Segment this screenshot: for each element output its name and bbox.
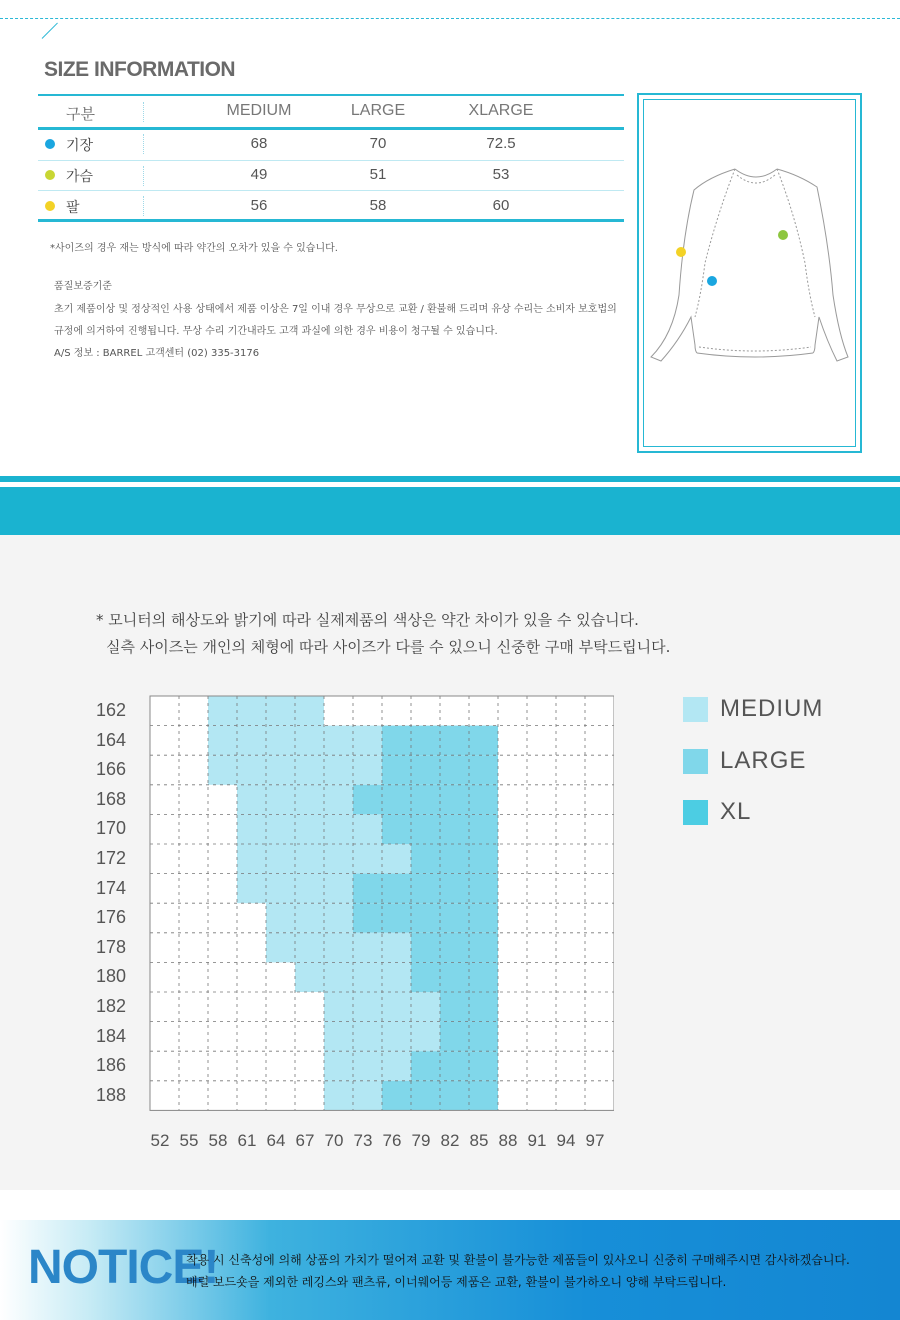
table-cell: 60 [492,197,510,214]
heatmap-cell-medium [324,1022,353,1052]
heatmap-cell-large [440,992,469,1022]
column-header-large: LARGE [350,102,406,119]
heatmap-cell-medium [266,874,295,904]
y-tick-label: 168 [96,788,127,809]
heatmap-cell-large [469,903,498,933]
size-table [38,94,624,224]
heatmap-cell-medium [324,726,353,756]
heatmap-cell-medium [353,726,382,756]
heatmap-cell-large [469,933,498,963]
heatmap-cell-large [469,785,498,815]
heatmap-cell-medium [295,755,324,785]
length-point-icon [707,276,717,286]
x-tick-label: 64 [266,1131,286,1150]
heatmap-cell-medium [411,1022,440,1052]
heatmap-cell-medium [382,1022,411,1052]
heatmap-cell-medium [208,755,237,785]
heatmap-cell-medium [324,755,353,785]
heatmap-cell-large [411,933,440,963]
column-separator [143,196,144,216]
warranty-title: 품질보증기준 [54,281,112,292]
y-tick-label: 186 [96,1055,127,1076]
heatmap-cell-medium [353,992,382,1022]
heatmap-cell-medium [324,992,353,1022]
legend-label-xl: XL [720,798,752,825]
heatmap-cell-medium [208,696,237,726]
heatmap-cell-medium [382,933,411,963]
heatmap-cell-medium [382,844,411,874]
heatmap-cell-medium [324,1051,353,1081]
y-tick-label: 184 [96,1025,127,1046]
rashguard-outline-illustration [639,95,860,451]
legend-swatch-xl [683,800,708,825]
heatmap-cell-medium [324,844,353,874]
heatmap-cell-large [469,1081,498,1111]
heatmap-cell-medium [266,903,295,933]
top-dotted-divider [0,18,900,19]
heatmap-cell-medium [237,755,266,785]
table-cell: 56 [250,197,268,214]
arm-dot-icon [45,201,55,211]
warranty-line-2: 규정에 의거하여 진행됩니다. 무상 수리 기간내라도 고객 과실에 의한 경우 비용이 청구될 수 있습니다. [54,326,498,337]
heatmap-cell-medium [237,844,266,874]
y-tick-label: 174 [96,877,127,898]
heatmap-cell-medium [295,785,324,815]
chest-point-icon [778,230,788,240]
y-tick-label: 166 [96,759,127,780]
legend-swatch-medium [683,697,708,722]
heatmap-cell-large [411,726,440,756]
y-tick-label: 176 [96,907,127,928]
heatmap-cell-large [411,962,440,992]
measurement-note: *사이즈의 경우 재는 방식에 따라 약간의 오차가 있을 수 있습니다. [50,243,338,254]
heatmap-cell-large [382,1081,411,1111]
heatmap-cell-large [411,755,440,785]
heatmap-cell-large [469,844,498,874]
y-tick-label: 178 [96,936,127,957]
heatmap-cell-medium [237,726,266,756]
table-cell: 72.5 [486,135,516,152]
column-header-medium: MEDIUM [226,102,292,119]
heatmap-cell-large [469,962,498,992]
notice-line-1: 착용 시 신축성에 의해 상품의 가치가 떨어져 교환 및 환불이 불가능한 제품들이 있사오니 신중히 구매해주시면 감사하겠습니다. [186,1253,850,1267]
y-tick-label: 180 [96,966,127,987]
arm-point-icon [676,247,686,257]
heatmap-cell-medium [208,726,237,756]
x-tick-label: 85 [469,1131,489,1150]
heatmap-cell-medium [382,992,411,1022]
column-separator [143,166,144,186]
heatmap-cell-large [469,726,498,756]
heatmap-cell-large [440,1022,469,1052]
x-tick-label: 97 [585,1131,605,1150]
heatmap-cell-medium [324,962,353,992]
heatmap-cell-medium [411,992,440,1022]
column-header-xlarge: XLARGE [468,102,534,119]
heatmap-cell-medium [266,726,295,756]
table-bottom-line [38,219,624,222]
table-cell: 49 [250,166,268,183]
heatmap-cell-medium [353,755,382,785]
legend-swatch-large [683,749,708,774]
heatmap-cell-large [382,785,411,815]
heatmap-cell-large [382,903,411,933]
heatmap-cell-medium [324,785,353,815]
heatmap-cell-large [440,814,469,844]
heatmap-cell-medium [382,1051,411,1081]
table-cell: 68 [250,135,268,152]
heatmap-cell-large [353,903,382,933]
heatmap-cell-large [440,962,469,992]
x-tick-label: 88 [498,1131,518,1150]
column-separator [143,134,144,154]
x-tick-label: 52 [150,1131,170,1150]
heatmap-cell-medium [237,696,266,726]
heatmap-cell-medium [237,874,266,904]
table-top-line [38,94,624,96]
legend-label-medium: MEDIUM [720,695,824,722]
heatmap-cell-medium [353,1022,382,1052]
heatmap-cell-medium [295,933,324,963]
heatmap-cell-large [411,1051,440,1081]
heatmap-cell-large [469,1022,498,1052]
heatmap-cell-medium [324,874,353,904]
table-header-line [38,127,624,130]
heatmap-cell-medium [295,962,324,992]
heatmap-cell-medium [353,1081,382,1111]
section-title: SIZE INFORMATION [44,58,236,81]
heatmap-cell-large [440,844,469,874]
size-disclaimer: 실측 사이즈는 개인의 체형에 따라 사이즈가 다를 수 있으니 신중한 구매 부탁드립니다. [106,638,671,656]
heatmap-cell-medium [295,696,324,726]
notice-line-2: 배럴 보드숏을 제외한 레깅스와 팬츠류, 이너웨어등 제품은 교환, 환불이 불가하오니 양해 부탁드립니다. [186,1275,727,1289]
heatmap-cell-medium [237,814,266,844]
heatmap-cell-large [469,992,498,1022]
row-label-length: 기장 [66,138,94,154]
x-tick-label: 73 [353,1131,373,1150]
heatmap-cell-medium [295,814,324,844]
heatmap-cell-medium [237,785,266,815]
chest-dot-icon [45,170,55,180]
y-tick-label: 172 [96,848,127,868]
length-dot-icon [45,139,55,149]
heatmap-cell-medium [353,1051,382,1081]
heatmap-cell-large [382,755,411,785]
heatmap-cell-large [353,874,382,904]
table-cell: 51 [369,166,387,183]
heatmap-cell-medium [295,874,324,904]
color-disclaimer: * 모니터의 해상도와 밝기에 따라 실제제품의 색상은 약간 차이가 있을 수 있습니다. [96,611,639,629]
table-row-divider [38,190,624,191]
heatmap-cell-large [411,785,440,815]
heatmap-cell-large [382,874,411,904]
heatmap-cell-medium [353,933,382,963]
x-tick-label: 70 [324,1131,344,1150]
x-tick-label: 58 [208,1131,228,1150]
divider-band-thin [0,476,900,482]
heatmap-cell-large [440,1051,469,1081]
heatmap-cell-medium [266,933,295,963]
heatmap-cell-medium [353,814,382,844]
size-heatmap-chart [148,694,614,1112]
heatmap-cell-medium [295,726,324,756]
x-tick-label: 94 [556,1131,576,1150]
heatmap-cell-large [440,1081,469,1111]
heatmap-cell-medium [295,844,324,874]
heatmap-cell-large [440,903,469,933]
heatmap-cell-large [411,874,440,904]
x-tick-label: 67 [295,1131,315,1150]
x-tick-label: 91 [527,1131,547,1150]
heatmap-cell-medium [324,903,353,933]
heatmap-cell-large [440,755,469,785]
heatmap-cell-large [382,726,411,756]
heatmap-cell-large [411,814,440,844]
heatmap-cell-medium [324,1081,353,1111]
divider-band [0,487,900,535]
heatmap-cell-medium [353,962,382,992]
column-header-category: 구분 [66,105,95,123]
heatmap-cell-large [440,874,469,904]
row-label-chest: 가슴 [66,169,94,185]
heatmap-cell-medium [324,933,353,963]
heatmap-cell-large [469,814,498,844]
heatmap-cell-large [469,874,498,904]
heatmap-cell-large [411,1081,440,1111]
title-accent-slash [42,23,58,39]
heatmap-cell-large [382,814,411,844]
y-tick-label: 170 [96,818,127,839]
warranty-line-1: 초기 제품이상 및 정상적인 사용 상태에서 제품 이상은 7일 이내 경우 무상으로 교환 / 환불해 드리며 유상 수리는 소비자 보호법의 [54,304,617,315]
y-tick-label: 164 [96,729,127,750]
heatmap-cell-large [411,903,440,933]
heatmap-cell-medium [266,814,295,844]
heatmap-cell-large [440,933,469,963]
heatmap-cell-medium [324,814,353,844]
table-cell: 70 [369,135,387,152]
x-tick-label: 61 [237,1131,257,1150]
heatmap-cell-medium [266,785,295,815]
heatmap-cell-medium [295,903,324,933]
heatmap-cell-medium [266,844,295,874]
legend-label-large: LARGE [720,747,807,774]
table-cell: 53 [492,166,510,183]
heatmap-cell-medium [266,696,295,726]
heatmap-cell-medium [353,844,382,874]
x-tick-label: 76 [382,1131,402,1150]
column-separator [143,102,144,122]
heatmap-cell-large [440,726,469,756]
heatmap-cell-large [469,755,498,785]
x-tick-label: 82 [440,1131,460,1150]
row-label-arm: 팔 [66,200,80,216]
y-tick-label: 182 [96,996,127,1016]
heatmap-cell-large [469,1051,498,1081]
heatmap-cell-large [353,785,382,815]
x-tick-label: 79 [411,1131,431,1150]
heatmap-cell-medium [266,755,295,785]
heatmap-cell-medium [382,962,411,992]
heatmap-cell-large [440,785,469,815]
notice-title: NOTICE! [28,1241,219,1294]
heatmap-cell-large [411,844,440,874]
y-tick-label: 162 [96,700,127,720]
table-cell: 58 [369,197,387,214]
y-tick-label: 188 [96,1084,127,1105]
as-info: A/S 정보 : BARREL 고객센터 (02) 335-3176 [54,348,260,359]
x-tick-label: 55 [179,1131,199,1150]
garment-figure-box [637,93,862,453]
table-row-divider [38,160,624,161]
